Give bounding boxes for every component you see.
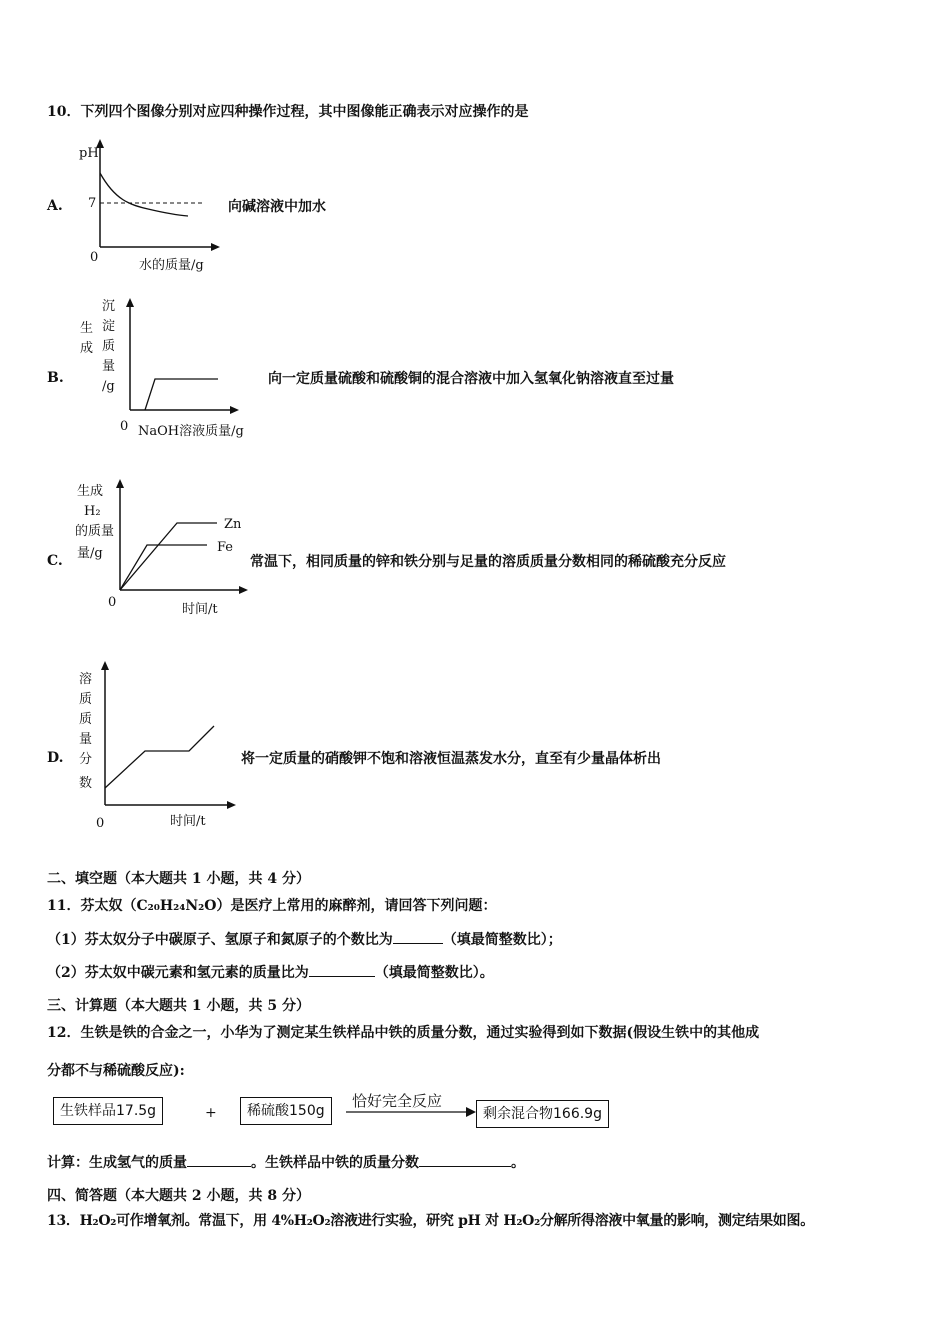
option-c-text: 常温下，相同质量的锌和铁分别与足量的溶质质量分数相同的稀硫酸充分反应 xyxy=(250,554,726,570)
graph-d-x-label: 时间/t xyxy=(170,814,206,829)
graph-c xyxy=(72,473,252,623)
graph-b-origin: 0 xyxy=(120,419,129,434)
option-d-text: 将一定质量的硝酸钾不饱和溶液恒温蒸发水分，直至有少量晶体析出 xyxy=(241,751,661,767)
graph-c-series-fe: Fe xyxy=(217,540,234,555)
graph-b-y-col2-1: 淀 xyxy=(102,319,116,334)
graph-d-origin: 0 xyxy=(96,816,105,831)
q12-line1: 12．生铁是铁的合金之一，小华为了测定某生铁样品中铁的质量分数，通过实验得到如下数据(假设生铁中的其他成 xyxy=(47,1025,760,1041)
option-b-text: 向一定质量硫酸和硫酸铜的混合溶液中加入氢氧化钠溶液直至过量 xyxy=(268,371,674,387)
q11-part2-blank[interactable] xyxy=(309,963,375,977)
graph-c-x-label: 时间/t xyxy=(182,602,218,617)
pig-iron-sample-box: 生铁样品17.5g xyxy=(53,1097,163,1125)
graph-b xyxy=(78,292,268,442)
graph-d-y-label-3: 量 xyxy=(79,732,93,747)
graph-a-y-label: pH xyxy=(79,146,99,161)
graph-d-y-label-5: 数 xyxy=(79,776,93,791)
graph-c-y-label-2: 的质量 xyxy=(75,524,115,539)
q11-part1 xyxy=(47,930,562,949)
graph-d-y-label-1: 质 xyxy=(79,692,93,707)
graph-b-y-col2-3: 量 xyxy=(102,359,116,374)
q11-part2-text: （2）芬太奴中碳元素和氢元素的质量比为 xyxy=(47,965,309,981)
section-2-heading: 二、填空题（本大题共 1 小题，共 4 分） xyxy=(47,871,310,887)
reaction-arrow-label: 恰好完全反应 xyxy=(352,1092,443,1110)
q13-stem: 13．H₂O₂可作增氧剂。常温下，用 4%H₂O₂溶液进行实验，研究 pH 对 H₂O₂分解所得溶液中氧量的影响，测定结果如图。 xyxy=(47,1213,814,1229)
graph-c-origin: 0 xyxy=(108,595,117,610)
option-c-label: C. xyxy=(47,553,63,569)
remaining-mixture-box: 剩余混合物166.9g xyxy=(476,1100,609,1128)
graph-b-y-col2-2: 质 xyxy=(102,339,116,354)
q12-calc xyxy=(47,1153,525,1172)
graph-d-y-label-2: 质 xyxy=(79,712,93,727)
option-a-text: 向碱溶液中加水 xyxy=(228,199,326,215)
iron-fraction-blank[interactable] xyxy=(419,1153,511,1167)
sulfuric-acid-box: 稀硫酸150g xyxy=(240,1097,332,1125)
graph-a xyxy=(70,135,240,280)
graph-c-series-zn: Zn xyxy=(224,517,242,532)
graph-b-x-label: NaOH溶液质量/g xyxy=(138,424,244,439)
section-4-heading: 四、简答题（本大题共 2 小题，共 8 分） xyxy=(47,1188,310,1204)
graph-a-origin: 0 xyxy=(90,250,99,265)
q12-calc-text-b: 。生铁样品中铁的质量分数 xyxy=(251,1155,419,1171)
q11-part1-text: （1）芬太奴分子中碳原子、氢原子和氮原子的个数比为 xyxy=(47,932,393,948)
q12-line2: 分都不与稀硫酸反应): xyxy=(47,1063,185,1079)
graph-d-y-label-0: 溶 xyxy=(79,672,93,687)
q11-part2 xyxy=(47,963,494,982)
graph-c-y-label-0: 生成 xyxy=(77,484,104,499)
graph-a-x-label: 水的质量/g xyxy=(139,258,204,273)
hydrogen-mass-blank[interactable] xyxy=(187,1153,251,1167)
q11-part1-blank[interactable] xyxy=(393,930,443,944)
graph-a-y-tick: 7 xyxy=(88,196,97,211)
option-a-label: A. xyxy=(47,198,63,214)
section-3-heading: 三、计算题（本大题共 1 小题，共 5 分） xyxy=(47,998,310,1014)
graph-d-y-label-4: 分 xyxy=(79,752,93,767)
graph-c-y-label-3: 量/g xyxy=(77,546,103,561)
graph-b-y-col2-0: 沉 xyxy=(102,299,116,314)
plus-sign: + xyxy=(205,1105,217,1121)
q12-calc-text-a: 计算：生成氢气的质量 xyxy=(47,1155,187,1171)
graph-c-y-label-1: H₂ xyxy=(84,504,101,519)
q11-part2-hint: （填最简整数比）。 xyxy=(374,965,494,981)
q11-stem: 11．芬太奴（C₂₀H₂₄N₂O）是医疗上常用的麻醉剂，请回答下列问题： xyxy=(47,898,497,914)
graph-d xyxy=(72,655,242,835)
q11-part1-hint: （填最简整数比）； xyxy=(442,932,562,948)
q12-calc-text-c: 。 xyxy=(511,1155,525,1171)
option-d-label: D. xyxy=(47,750,64,766)
graph-b-y-col2-4: /g xyxy=(102,379,115,394)
q10-stem: 10．下列四个图像分别对应四种操作过程，其中图像能正确表示对应操作的是 xyxy=(47,104,529,120)
graph-b-y-col1-0: 生 xyxy=(80,321,94,336)
graph-b-y-col1-1: 成 xyxy=(80,341,94,356)
option-b-label: B. xyxy=(47,370,64,386)
